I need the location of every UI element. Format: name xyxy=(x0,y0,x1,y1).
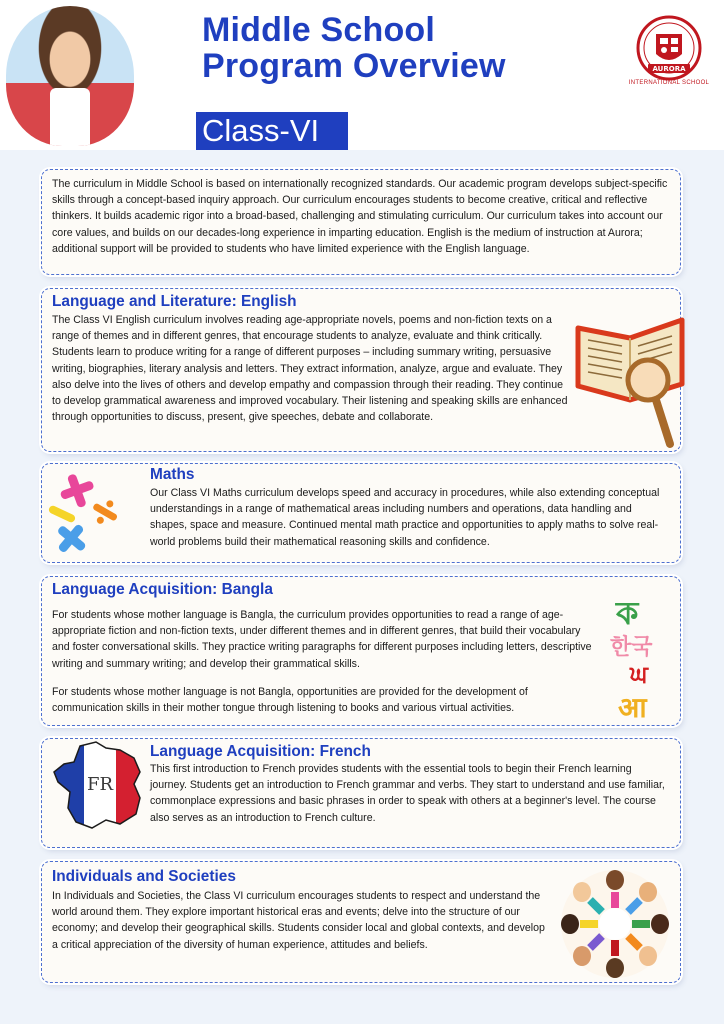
french-text: This first introduction to French provides students with the essential tools to begin their French learning journey. Students get an introduction to French grammar and verbs. They start to understand and use familiar, commonplace expressions and basic phrases in order to speak with others at a beginner's level. The course also serves as an introduction to French culture. xyxy=(150,763,665,824)
bangla-text-1: For students whose mother language is Bangla, the curriculum provides opportunities to read a range of age-appropriate fiction and non-fiction texts, under different themes and in different genres, that build their vocabulary and foster conversational skills. They practice writing paragraphs for different purposes including letters, descriptive writing and summary writing; and develop their grammatical skills. xyxy=(52,609,592,670)
student-photo xyxy=(6,6,134,146)
bangla-heading: Language Acquisition: Bangla xyxy=(52,581,273,598)
glyph-korean: 한국 xyxy=(610,635,653,660)
open-book-magnifier-icon xyxy=(574,312,686,452)
map-label: FR xyxy=(86,774,114,795)
societies-heading: Individuals and Societies xyxy=(52,868,236,885)
people-circle-icon xyxy=(556,866,674,982)
maths-text: Our Class VI Maths curriculum develops speed and accuracy in procedures, while also extending conceptual understandings in a range of mathematical areas including numbers and operations, data handling and shapes, space and measure. Continued mental math practice and opportunities to apply maths to solve real-world problems build their mathematical reasoning skills and confidence. xyxy=(150,487,660,548)
maths-heading: Maths xyxy=(150,466,195,483)
page-header xyxy=(0,0,724,150)
logo-name: AURORA xyxy=(652,65,686,73)
france-map-icon xyxy=(50,738,150,832)
intro-card xyxy=(41,169,681,275)
language-glyphs xyxy=(604,588,664,724)
intro-text: The curriculum in Middle School is based on internationally recognized standards. Our academic program develops subject-specific skills through a concept-based inquiry approach. Our curriculum encourages students to become creative, critical and reflective thinkers. It builds academic rigor into a broad-based, challenging and stimulating curriculum. Our curriculum takes into account our core values, and builds on our decades-long experience in imparting education. English is the medium of instruction at Aurora; additional support will be provided to students who have limited experience with the English language. xyxy=(52,178,668,255)
glyph-punjabi: ਘ xyxy=(630,660,648,688)
maths-card xyxy=(41,463,681,563)
english-text: The Class VI English curriculum involves reading age-appropriate novels, poems and non-fiction texts on a range of themes and in different genres, that encourage students to analyze, evaluate and think critically. Students learn to produce writing for a range of different purposes – including summary writing, persuasive writing, biographies, literary analysis and letters. They extract information, analyze, argue and evaluate. They also delve into the lives of others and develop empathy and compassion through their reading. They continue to develop grammatical awareness and improved vocabulary. Their listening and speaking skills are enhanced through opportunities to discuss, present, give speeches, debate and collaborate. xyxy=(52,314,568,424)
class-badge: Class-VI xyxy=(196,112,348,150)
bangla-text-2: For students whose mother language is not Bangla, opportunities are provided for the development of communication skills in their mother tongue through listening to books and various virtual activities. xyxy=(52,685,528,715)
bangla-card xyxy=(41,576,681,726)
title-line-1: Middle School xyxy=(202,11,436,49)
page-title xyxy=(202,12,562,84)
title-line-2: Program Overview xyxy=(202,47,506,85)
glyph-bangla: ক xyxy=(616,594,639,632)
math-symbols-icon xyxy=(46,468,126,556)
english-heading: Language and Literature: English xyxy=(52,293,297,310)
logo-subtitle: INTERNATIONAL SCHOOL xyxy=(628,80,710,86)
french-heading: Language Acquisition: French xyxy=(150,743,371,760)
societies-text: In Individuals and Societies, the Class VI curriculum encourages students to respect and understand the world around them. They explore important historical eras and events; delve into the structure of our economy; and develop their geographical skills. Students consider local and global contexts, and develop a critical appreciation of the diversity of human experience, attitudes and beliefs. xyxy=(52,890,545,951)
glyph-hindi: आ xyxy=(618,691,647,724)
